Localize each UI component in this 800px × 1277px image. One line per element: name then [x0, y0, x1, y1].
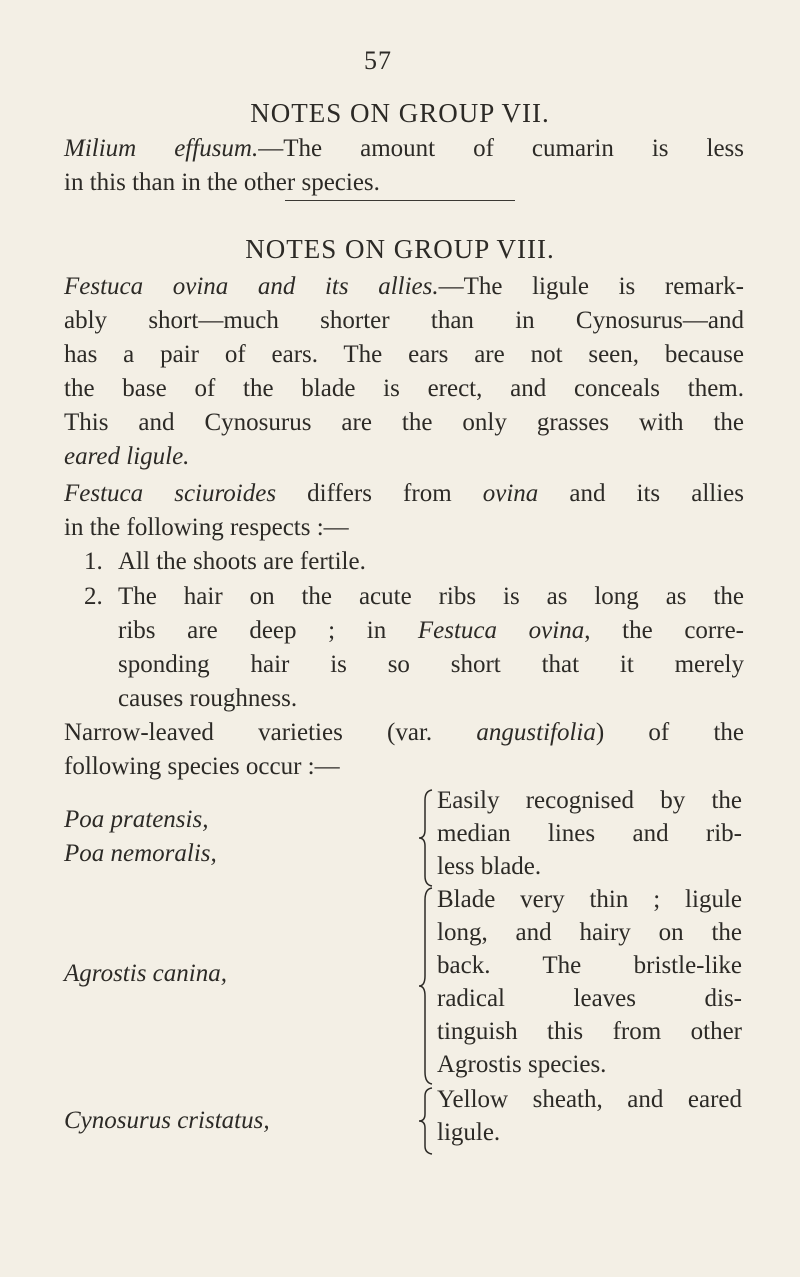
festuca-sciuroides-paragraph: Festuca sciuroides differs from ovina and its allies in the following respects :—: [64, 480, 744, 541]
species-festuca-ovina: Festuca ovina and its allies.: [64, 273, 439, 300]
variety-description: Easily recognised by the median lines and rib- less blade.: [437, 787, 742, 880]
group7-paragraph: Milium effusum.—The amount of cumarin is less in this than in the other species.: [64, 135, 745, 196]
species-poa-nemoralis: Poa nemoralis,: [64, 840, 217, 867]
brace-icon: [416, 1086, 438, 1156]
list-item: 2. The hair on the acute ribs is as long as the ribs are deep ; in Festuca ovina, the corre- sponding hair is so short that it merely causes roughness.: [84, 583, 744, 712]
group8-heading: NOTES ON GROUP VIII.: [245, 234, 555, 264]
species-milium: Milium effusum.: [64, 135, 259, 162]
species-poa-pratensis: Poa pratensis,: [64, 806, 209, 833]
page-number: 57: [364, 46, 392, 75]
section-divider: [285, 200, 515, 201]
brace-icon: [416, 886, 438, 1086]
list-item: 1. All the shoots are fertile.: [84, 548, 366, 575]
festuca-ovina-paragraph: Festuca ovina and its allies.—The ligule is remark- ably short—much shorter than in Cynosurus—and has a pair of ears. The ears are not seen, because the base of the blade is erect, and conceals them. This and Cynosurus are the only grasses with the eared ligule.: [64, 273, 744, 470]
eared-ligule-term: eared ligule.: [64, 443, 190, 470]
varieties-intro-paragraph: Narrow-leaved varieties (var. angustifolia) of the following species occur :—: [64, 719, 744, 780]
variety-description: Blade very thin ; ligule long, and hairy on the back. The bristle-like radical leaves dis- tinguish this from other Agrostis species.: [437, 886, 742, 1078]
group7-heading: NOTES ON GROUP VII.: [250, 98, 550, 128]
species-agrostis-canina: Agrostis canina,: [64, 960, 227, 987]
variety-description: Yellow sheath, and eared ligule.: [437, 1086, 742, 1146]
species-cynosurus-cristatus: Cynosurus cristatus,: [64, 1107, 270, 1134]
brace-icon: [416, 788, 438, 888]
species-festuca-sciuroides: Festuca sciuroides: [64, 480, 277, 507]
